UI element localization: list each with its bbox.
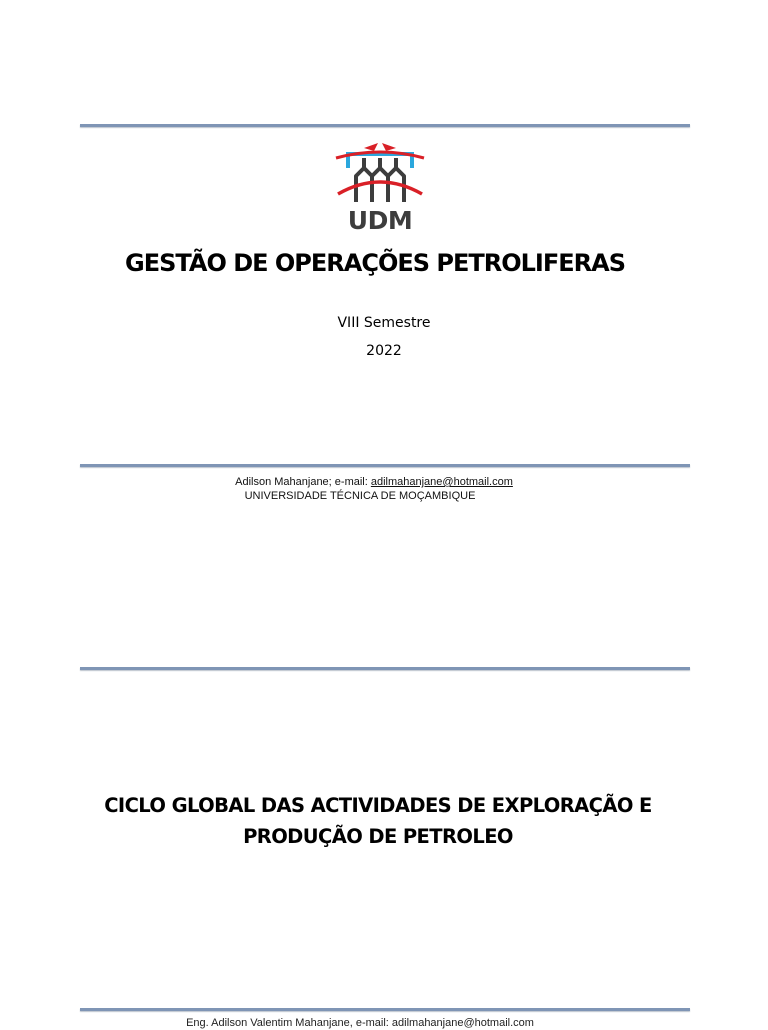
chapter-title-line-1: CICLO GLOBAL DAS ACTIVIDADES DE EXPLORAÇÃO E	[104, 794, 652, 817]
section-divider	[80, 667, 690, 670]
email-link[interactable]: adilmahanjane@hotmail.com	[370, 476, 513, 488]
author-prefix: Adilson Mahanjane; e-mail:	[235, 476, 371, 488]
university-name: UNIVERSIDADE TÉCNICA DE MOÇAMBIQUE	[244, 490, 476, 502]
year-label: 2022	[366, 343, 402, 359]
top-divider	[80, 124, 690, 127]
udm-logo	[334, 140, 426, 236]
semester-label: VIII Semestre	[337, 315, 431, 331]
logo-wordmark: UDM	[347, 206, 413, 235]
chapter-title	[0, 790, 756, 852]
course-title: GESTÃO DE OPERAÇÕES PETROLIFERAS	[125, 249, 625, 277]
udm-emblem-icon	[334, 140, 426, 206]
contact-divider	[80, 464, 690, 467]
chapter-title-line-2: PRODUÇÃO DE PETROLEO	[243, 825, 513, 848]
footer-contact-cutoff: Eng. Adilson Valentim Mahanjane, e-mail: adilmahanjane@hotmail.com	[186, 1017, 534, 1029]
bottom-divider	[80, 1008, 690, 1011]
author-line	[0, 476, 748, 489]
